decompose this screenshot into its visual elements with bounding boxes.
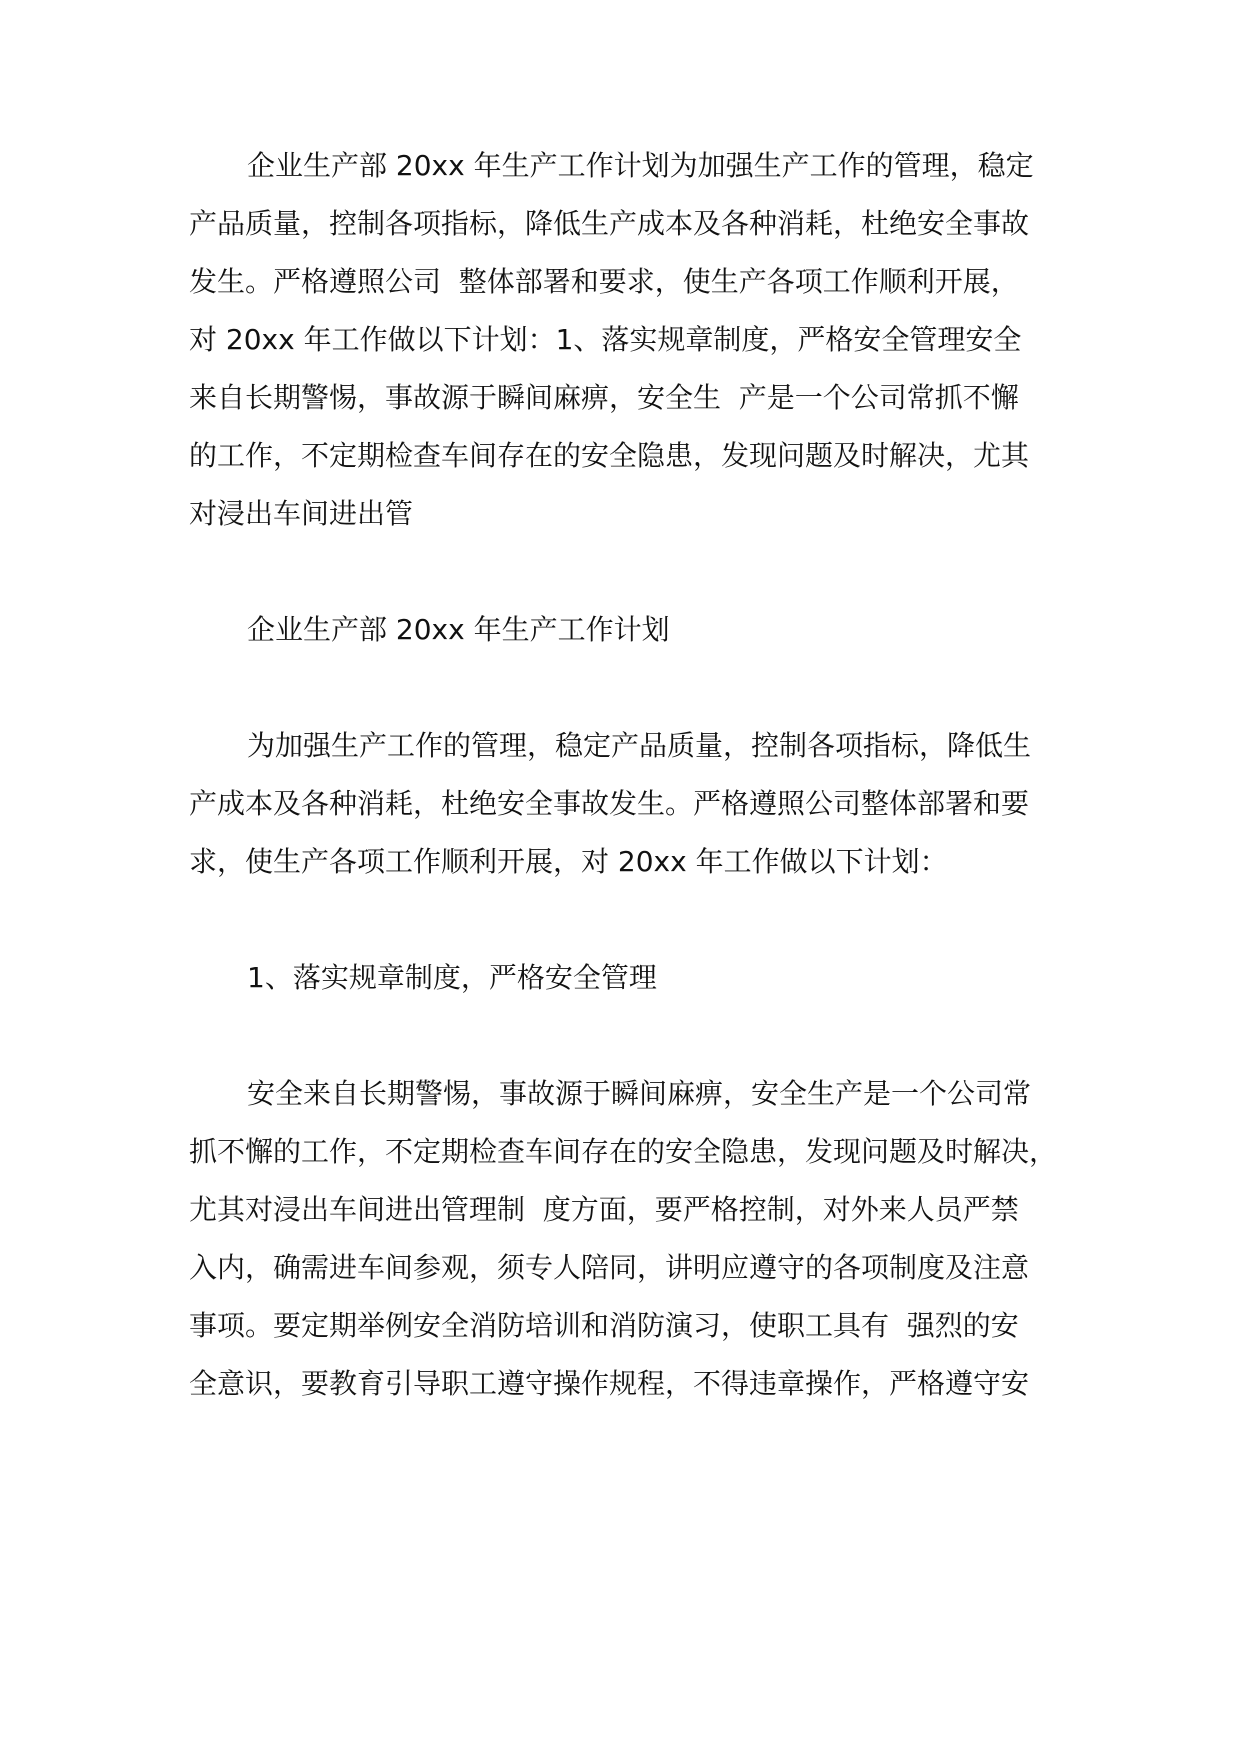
section-line: 尤其对浸出车间进出管理制 度方面，要严格控制，对外来人员严禁 (189, 1193, 1019, 1226)
section-line: 全意识，要教育引导职工遵守操作规程，不得违章操作，严格遵守安 (189, 1367, 1030, 1400)
intro-line: 产成本及各种消耗，杜绝安全事故发生。严格遵照公司整体部署和要 (189, 787, 1030, 820)
summary-line: 发生。严格遵照公司 整体部署和要求，使生产各项工作顺利开展， (189, 265, 1019, 298)
section-heading: 1、落实规章制度，严格安全管理 (247, 961, 657, 994)
intro-line: 为加强生产工作的管理，稳定产品质量，控制各项指标，降低生 (247, 729, 1032, 762)
summary-line: 来自长期警惕，事故源于瞬间麻痹，安全生 产是一个公司常抓不懈 (189, 381, 1019, 414)
section-line: 入内，确需进车间参观，须专人陪同，讲明应遵守的各项制度及注意 (189, 1251, 1030, 1284)
summary-line: 对浸出车间进出管 (189, 497, 414, 530)
summary-line: 对 20xx 年工作做以下计划：1、落实规章制度，严格安全管理安全 (189, 323, 1022, 356)
section-line: 安全来自长期警惕，事故源于瞬间麻痹，安全生产是一个公司常 (247, 1077, 1032, 1110)
document-title: 企业生产部 20xx 年生产工作计划 (247, 613, 670, 646)
intro-line: 求，使生产各项工作顺利开展，对 20xx 年工作做以下计划： (189, 845, 948, 878)
section-line: 事项。要定期举例安全消防培训和消防演习，使职工具有 强烈的安 (189, 1309, 1019, 1342)
summary-line: 产品质量，控制各项指标，降低生产成本及各种消耗，杜绝安全事故 (189, 207, 1030, 240)
summary-line: 的工作，不定期检查车间存在的安全隐患，发现问题及时解决，尤其 (189, 439, 1030, 472)
section-line: 抓不懈的工作，不定期检查车间存在的安全隐患，发现问题及时解决， (189, 1135, 1058, 1168)
summary-line: 企业生产部 20xx 年生产工作计划为加强生产工作的管理，稳定 (247, 149, 1034, 182)
